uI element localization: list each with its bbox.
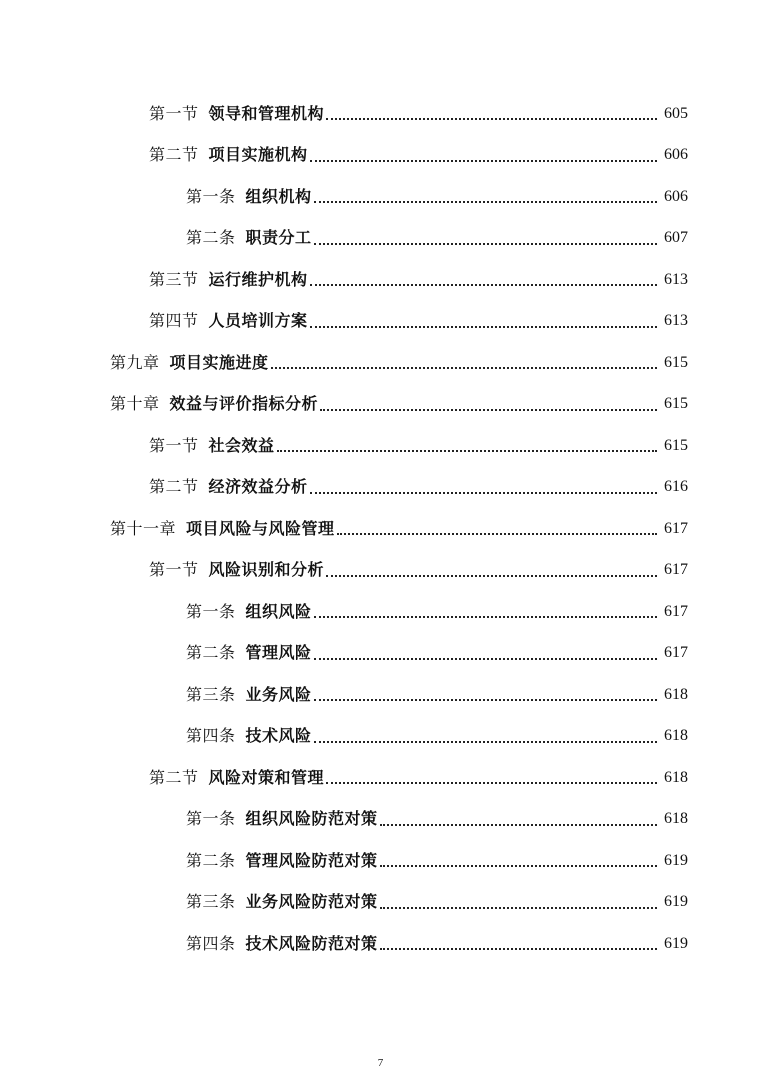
toc-entry[interactable] [0, 384, 761, 426]
toc-entry-number: 第一节 [149, 103, 199, 123]
toc-entry[interactable] [0, 716, 761, 758]
toc-entry-page: 607 [664, 229, 688, 247]
toc-leader-dots [380, 906, 657, 909]
toc-entry-page: 615 [664, 395, 688, 413]
toc-entry[interactable] [0, 674, 761, 716]
toc-entry-page: 618 [664, 810, 688, 828]
toc-leader-dots [310, 159, 657, 162]
toc-entry-title: 业务风险 [245, 684, 312, 704]
toc-entry-page: 615 [664, 353, 688, 371]
toc-entry-title: 效益与评价指标分析 [169, 394, 319, 414]
toc-entry-title: 管理风险 [245, 643, 312, 663]
toc-entry-title: 技术风险 [245, 726, 312, 746]
toc-entry-title: 经济效益分析 [208, 477, 308, 497]
toc-entry-number: 第三节 [149, 269, 199, 289]
toc-entry-number: 第二条 [186, 643, 236, 663]
toc-entry[interactable] [0, 882, 761, 924]
toc-leader-dots [314, 242, 657, 245]
table-of-contents [0, 93, 761, 965]
toc-entry-page: 619 [664, 893, 688, 911]
toc-entry-page: 619 [664, 851, 688, 869]
toc-entry-number: 第四条 [186, 726, 236, 746]
toc-leader-dots [326, 574, 657, 577]
toc-entry[interactable] [0, 923, 761, 965]
toc-entry-page: 615 [664, 436, 688, 454]
toc-entry-number: 第一节 [149, 560, 199, 580]
toc-leader-dots [380, 947, 657, 950]
toc-entry[interactable] [0, 633, 761, 675]
toc-entry-title: 职责分工 [245, 228, 312, 248]
toc-entry-title: 组织机构 [245, 186, 312, 206]
toc-entry-number: 第二条 [186, 850, 236, 870]
toc-entry-title: 项目实施机构 [208, 145, 308, 165]
toc-entry-title: 社会效益 [208, 435, 275, 455]
toc-entry-title: 项目风险与风险管理 [186, 518, 335, 538]
toc-leader-dots [380, 864, 657, 867]
toc-entry-title: 领导和管理机构 [208, 103, 325, 123]
toc-entry-page: 617 [664, 644, 688, 662]
toc-entry-number: 第三条 [186, 892, 236, 912]
toc-leader-dots [310, 325, 657, 328]
toc-entry[interactable] [0, 467, 761, 509]
toc-entry-title: 风险对策和管理 [208, 767, 325, 787]
toc-entry-page: 618 [664, 768, 688, 786]
toc-leader-dots [326, 781, 657, 784]
toc-leader-dots [314, 698, 657, 701]
toc-entry[interactable] [0, 840, 761, 882]
toc-entry-number: 第三条 [186, 684, 236, 704]
toc-entry-number: 第二条 [186, 228, 236, 248]
toc-entry-title: 组织风险防范对策 [245, 809, 378, 829]
toc-entry-number: 第一条 [186, 601, 236, 621]
toc-entry-page: 617 [664, 561, 688, 579]
toc-entry-number: 第二节 [149, 145, 199, 165]
toc-entry-page: 616 [664, 478, 688, 496]
toc-leader-dots [310, 283, 657, 286]
toc-entry-number: 第九章 [110, 352, 160, 372]
toc-entry-page: 613 [664, 270, 688, 288]
toc-entry-title: 业务风险防范对策 [245, 892, 378, 912]
toc-entry[interactable] [0, 425, 761, 467]
toc-entry[interactable] [0, 259, 761, 301]
toc-entry-page: 613 [664, 312, 688, 330]
toc-leader-dots [314, 615, 657, 618]
toc-entry-title: 组织风险 [245, 601, 312, 621]
toc-entry-title: 管理风险防范对策 [245, 850, 378, 870]
toc-entry-title: 项目实施进度 [169, 352, 269, 372]
toc-entry[interactable] [0, 176, 761, 218]
toc-leader-dots [326, 117, 657, 120]
toc-entry-number: 第二节 [149, 767, 199, 787]
toc-entry-page: 618 [664, 685, 688, 703]
toc-entry[interactable] [0, 550, 761, 592]
toc-entry-number: 第四条 [186, 933, 236, 953]
toc-leader-dots [380, 823, 657, 826]
toc-entry-page: 617 [664, 519, 688, 537]
toc-entry-page: 606 [664, 146, 688, 164]
toc-entry[interactable] [0, 799, 761, 841]
toc-entry-page: 619 [664, 934, 688, 952]
toc-leader-dots [314, 657, 657, 660]
toc-entry[interactable] [0, 342, 761, 384]
toc-entry-title: 风险识别和分析 [208, 560, 325, 580]
toc-entry-number: 第四节 [149, 311, 199, 331]
toc-leader-dots [310, 491, 657, 494]
toc-entry-number: 第一节 [149, 435, 199, 455]
toc-leader-dots [337, 532, 657, 535]
toc-entry-number: 第一条 [186, 809, 236, 829]
page-number: 7 [377, 1057, 384, 1069]
toc-entry-number: 第二节 [149, 477, 199, 497]
toc-leader-dots [314, 200, 657, 203]
toc-entry[interactable] [0, 218, 761, 260]
toc-entry-page: 605 [664, 104, 688, 122]
toc-entry[interactable] [0, 508, 761, 550]
toc-entry-page: 617 [664, 602, 688, 620]
toc-entry[interactable] [0, 135, 761, 177]
toc-entry-number: 第十一章 [110, 518, 177, 538]
toc-entry-page: 618 [664, 727, 688, 745]
toc-entry-number: 第十章 [110, 394, 160, 414]
toc-leader-dots [271, 366, 657, 369]
toc-entry-title: 技术风险防范对策 [245, 933, 378, 953]
toc-leader-dots [277, 449, 657, 452]
toc-entry-title: 运行维护机构 [208, 269, 308, 289]
toc-entry[interactable] [0, 301, 761, 343]
toc-leader-dots [320, 408, 657, 411]
toc-entry-number: 第一条 [186, 186, 236, 206]
toc-entry[interactable] [0, 93, 761, 135]
toc-leader-dots [314, 740, 657, 743]
toc-entry-title: 人员培训方案 [208, 311, 308, 331]
toc-entry-page: 606 [664, 187, 688, 205]
toc-entry[interactable] [0, 591, 761, 633]
toc-entry[interactable] [0, 757, 761, 799]
